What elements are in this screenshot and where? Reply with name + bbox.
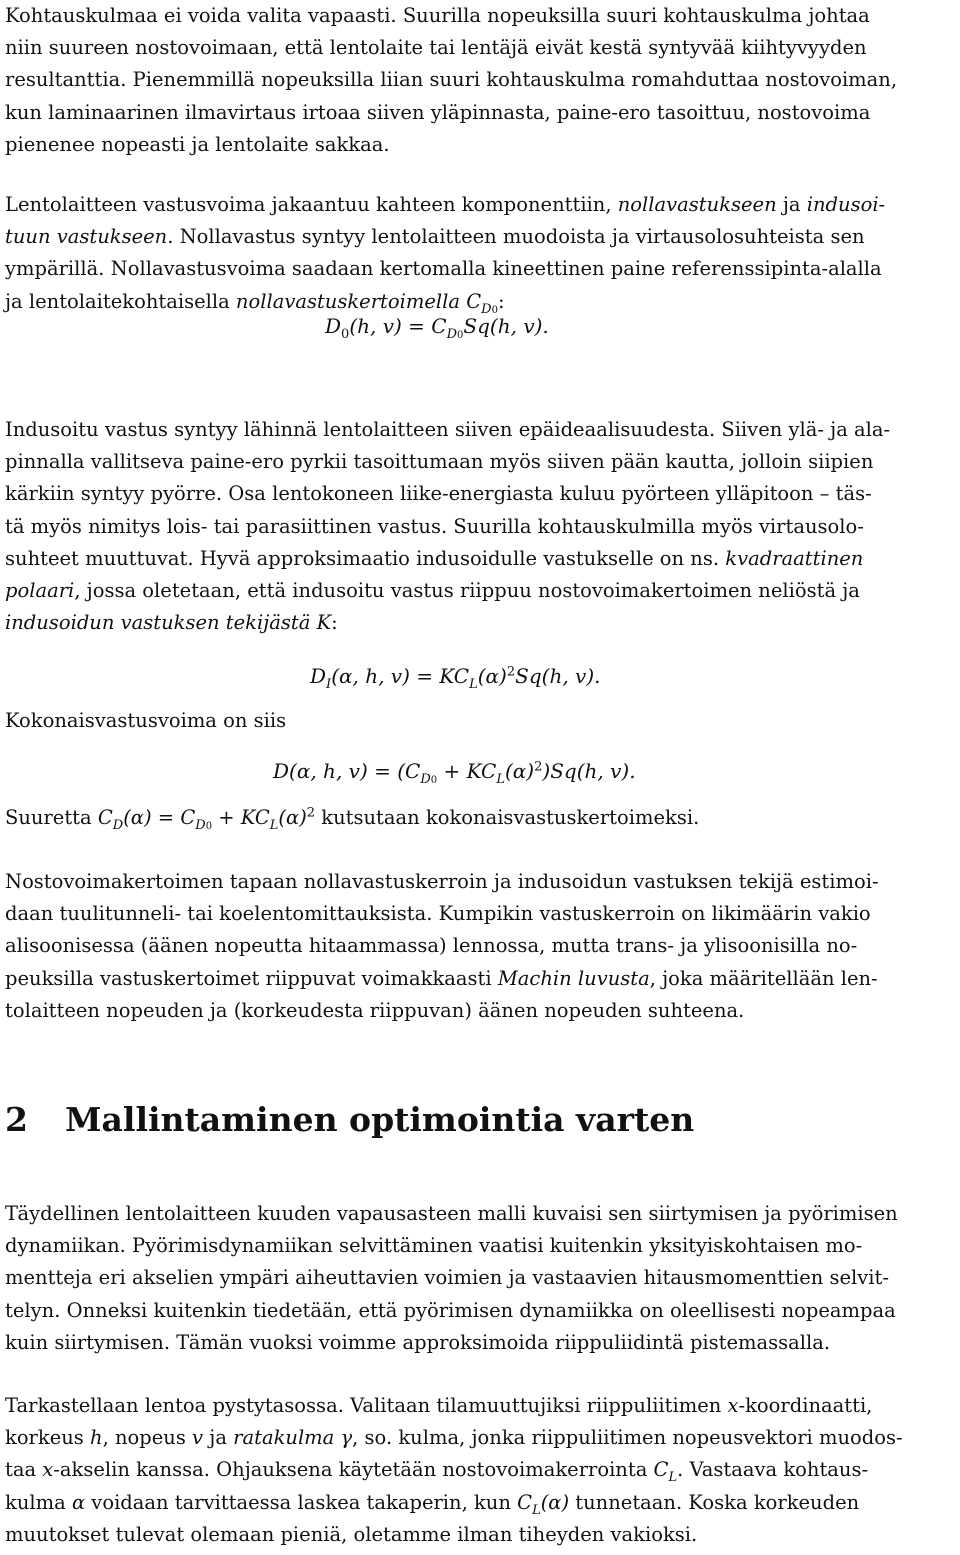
text-line: tolaitteen nopeuden ja (korkeudesta riippuvan) äänen nopeuden suhteena. <box>5 998 745 1022</box>
text-line: Kohtauskulmaa ei voida valita vapaasti. Suurilla nopeuksilla suuri kohtauskulma johtaa <box>5 4 870 27</box>
text-line: kärkiin syntyy pyörre. Osa lentokoneen liike-energiasta kuluu pyörteen ylläpitoon – täs- <box>5 482 872 506</box>
paragraph-state-variables <box>5 1390 957 1551</box>
paragraph-induced-drag <box>5 414 957 639</box>
text-line: tä myös nimitys lois- tai parasiittinen vastus. Suurilla kohtauskulmilla myös virtausolo- <box>5 514 864 538</box>
text-line: Lentolaitteen vastusvoima jakaantuu kahteen komponenttiin, nollavastukseen ja indusoi- <box>5 193 886 216</box>
paragraph-drag-components <box>5 189 957 318</box>
text-line: peuksilla vastuskertoimet riippuvat voimakkaasti Machin luvusta, joka määritellään len- <box>5 966 878 990</box>
section-title: Mallintaminen optimointia varten <box>65 1100 695 1139</box>
text-line: kun laminaarinen ilmavirtaus irtoaa siiven yläpinnasta, paine-ero tasoittuu, nostovoima <box>5 100 871 124</box>
total-coefficient-line: Suuretta $C_D(\alpha) = C_{D0} + KC_L(\alpha)^2$ kutsutaan kokonaisvastuskertoimeksi. <box>5 805 700 833</box>
text-line: Nostovoimakertoimen tapaan nollavastuskerroin ja indusoidun vastuksen tekijä estimoi- <box>5 870 879 893</box>
text-line: pienenee nopeasti ja lentolaite sakkaa. <box>5 132 390 156</box>
text-line: pinnalla vallitseva paine-ero pyrkii tasoittumaan myös siiven pään kautta, jolloin siipien <box>5 450 874 474</box>
paragraph-model-dynamics <box>5 1198 957 1359</box>
text-line: telyn. Onneksi kuitenkin tiedetään, että pyörimisen dynamiikka on oleellisesti nopeampaa <box>5 1298 896 1322</box>
total-drag-label: Kokonaisvastusvoima on siis <box>5 709 287 732</box>
text-line: resultanttia. Pienemmillä nopeuksilla liian suuri kohtauskulma romahduttaa nostovoiman, <box>5 68 898 92</box>
paragraph-coefficient-estimation <box>5 866 957 1027</box>
text-line: alisoonisessa (äänen nopeutta hitaammassa) lennossa, mutta trans- ja ylisoonisilla no- <box>5 934 858 958</box>
text-line: polaari, jossa oletetaan, että indusoitu vastus riippuu nostovoimakertoimen neliöstä ja <box>5 579 860 603</box>
text-line: daan tuulitunneli- tai koelentomittauksista. Kumpikin vastuskerroin on likimäärin vakio <box>5 902 871 926</box>
text-line: Tarkastellaan lentoa pystytasossa. Valitaan tilamuuttujiksi riippuliitimen x-koordinaatti, <box>5 1394 873 1417</box>
text-line: korkeus h, nopeus v ja ratakulma γ, so. kulma, jonka riippuliitimen nopeusvektori muodos- <box>5 1426 903 1450</box>
text-line: ja lentolaitekohtaisella nollavastuskertoimella $C_{D0}$: <box>5 289 505 317</box>
text-line: kuin siirtymisen. Tämän vuoksi voimme approksimoida riippuliidintä pistemassalla. <box>5 1330 831 1354</box>
section-number: 2 <box>5 1100 28 1139</box>
equation-total-drag: D(α, h, $v) = (C_{D0} + KC_L(\alpha)^2)Sq(h$, v). <box>273 759 636 787</box>
text-line: muutokset tulevat olemaan pieniä, oletamme ilman tiheyden vakioksi. <box>5 1522 698 1546</box>
text-line: suhteet muuttuvat. Hyvä approksimaatio indusoidulle vastukselle on ns. kvadraattinen <box>5 546 864 570</box>
equation-zero-drag: $D_0(h$, $v) = C_{D0}Sq(h$, v). <box>325 314 549 342</box>
text-line: Täydellinen lentolaitteen kuuden vapausasteen malli kuvaisi sen siirtymisen ja pyörimisen <box>5 1202 898 1225</box>
text-line: kulma α voidaan tarvittaessa laskea takaperin, kun $C_L(\alpha)$ tunnetaan. Koska korkeuden <box>5 1490 860 1518</box>
text-line: niin suureen nostovoimaan, että lentolaite tai lentäjä eivät kestä syntyvää kiihtyvyyden <box>5 36 867 60</box>
text-line: indusoidun vastuksen tekijästä K: <box>5 611 338 635</box>
paragraph-angle-of-attack <box>5 0 957 161</box>
text-line: dynamiikan. Pyörimisdynamiikan selvittäminen vaatisi kuitenkin yksityiskohtaisen mo- <box>5 1234 863 1258</box>
section-heading <box>5 1100 694 1140</box>
text-line: Indusoitu vastus syntyy lähinnä lentolaitteen siiven epäideaalisuudesta. Siiven ylä- ja ala- <box>5 418 891 441</box>
text-line: ympärillä. Nollavastusvoima saadaan kertomalla kineettinen paine referenssipinta-alalla <box>5 257 882 281</box>
text-line: mentteja eri akselien ympäri aiheuttavien voimien ja vastaavien hitausmomenttien selvit- <box>5 1266 889 1290</box>
text-line: tuun vastukseen. Nollavastus syntyy lentolaitteen muodoista ja virtausolosuhteista sen <box>5 225 865 249</box>
equation-induced-drag: $D_I(\alpha$, h, $v) = KC_L(\alpha)^2Sq(h$, v). <box>310 664 601 692</box>
text-line: taa x-akselin kanssa. Ohjauksena käytetään nostovoimakerrointa $C_L$. Vastaava kohtaus- <box>5 1458 869 1486</box>
